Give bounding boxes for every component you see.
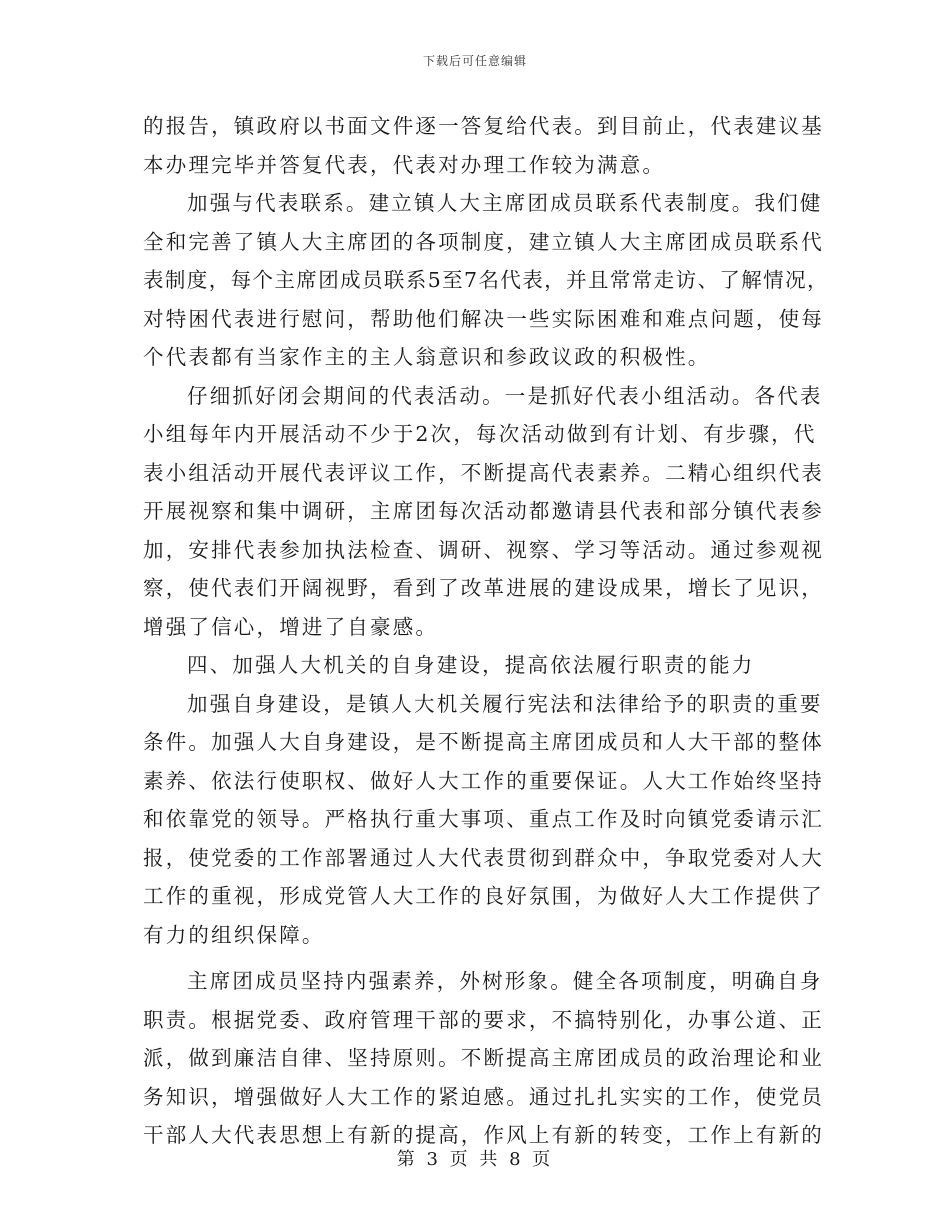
text-line: 小组每年内开展活动不少于2次，每次活动做到有计划、有步骤，代 bbox=[143, 422, 817, 446]
text-line: 加，安排代表参加执法检查、调研、视察、学习等活动。通过参观视 bbox=[143, 537, 824, 562]
text-line: 的报告，镇政府以书面文件逐一答复给代表。到目前止，代表建议基 bbox=[143, 114, 824, 138]
page-number-footer: 第 3 页 共 8 页 bbox=[396, 1149, 554, 1170]
text-line: 职责。根据党委、政府管理干部的要求，不搞特别化，办事公道、正 bbox=[143, 1007, 824, 1032]
page-header: 下载后可任意编辑 bbox=[422, 54, 527, 68]
text-line: 四、加强人大机关的自身建设，提高依法履行职责的能力 bbox=[187, 653, 755, 677]
text-line: 增强了信心，增进了自豪感。 bbox=[143, 614, 439, 639]
text-line: 主席团成员坚持内强素养，外树形象。健全各项制度，明确自身 bbox=[187, 969, 823, 993]
text-line: 加强与代表联系。建立镇人大主席团成员联系代表制度。我们健 bbox=[187, 191, 823, 215]
text-line: 仔细抓好闭会期间的代表活动。一是抓好代表小组活动。各代表 bbox=[187, 383, 823, 408]
text-line: 表制度，每个主席团成员联系5至7名代表，并且常常走访、了解情况， bbox=[143, 268, 829, 292]
text-line: 本办理完毕并答复代表，代表对办理工作较为满意。 bbox=[143, 152, 666, 177]
text-line: 和依靠党的领导。严格执行重大事项、重点工作及时向镇党委请示汇 bbox=[143, 807, 824, 831]
text-line: 个代表都有当家作主的主人翁意识和参政议政的积极性。 bbox=[143, 345, 711, 369]
text-line: 全和完善了镇人大主席团的各项制度，建立镇人大主席团成员联系代 bbox=[143, 229, 824, 254]
text-line: 工作的重视，形成党管人大工作的良好氛围，为做好人大工作提供了 bbox=[143, 884, 824, 908]
text-line: 加强自身建设，是镇人大机关履行宪法和法律给予的职责的重要 bbox=[187, 691, 823, 716]
text-line: 素养、依法行使职权、做好人大工作的重要保证。人大工作始终坚持 bbox=[143, 768, 824, 793]
text-line: 开展视察和集中调研，主席团每次活动都邀请县代表和部分镇代表参 bbox=[143, 499, 824, 523]
text-line: 有力的组织保障。 bbox=[143, 922, 325, 947]
document-body bbox=[143, 107, 843, 1155]
text-line: 对特困代表进行慰问，帮助他们解决一些实际困难和难点问题，使每 bbox=[143, 306, 824, 331]
text-line: 派，做到廉洁自律、坚持原则。不断提高主席团成员的政治理论和业 bbox=[143, 1046, 824, 1070]
text-line: 干部人大代表思想上有新的提高，作风上有新的转变，工作上有新的 bbox=[143, 1123, 824, 1147]
text-line: 条件。加强人大自身建设，是不断提高主席团成员和人大干部的整体 bbox=[143, 730, 824, 754]
text-line: 务知识，增强做好人大工作的紧迫感。通过扎扎实实的工作，使党员 bbox=[143, 1084, 824, 1109]
text-line: 察，使代表们开阔视野，看到了改革进展的建设成果，增长了见识， bbox=[143, 576, 824, 600]
text-line: 报，使党委的工作部署通过人大代表贯彻到群众中，争取党委对人大 bbox=[143, 845, 824, 870]
text-line: 表小组活动开展代表评议工作，不断提高代表素养。二精心组织代表 bbox=[143, 460, 824, 485]
